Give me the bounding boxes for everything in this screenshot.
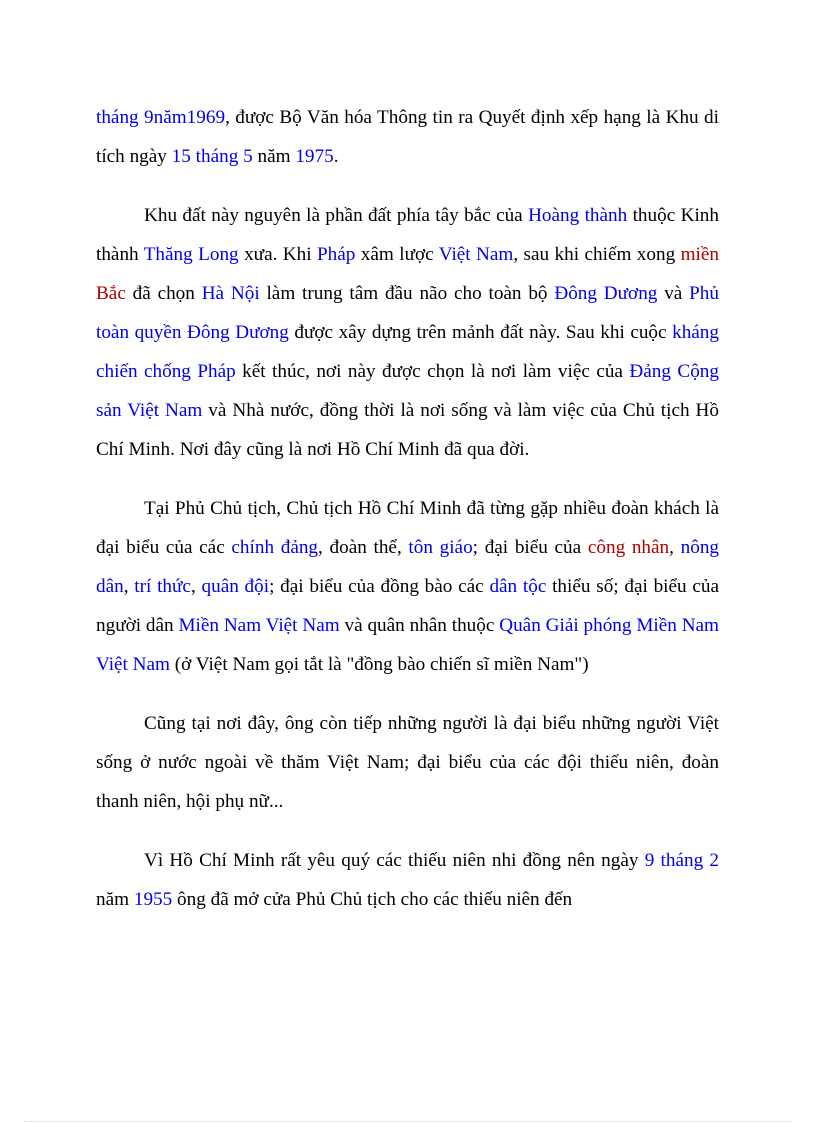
text-segment: thuộc Kinh thành xyxy=(96,205,719,265)
link-viet-nam[interactable]: Việt Nam xyxy=(438,244,514,265)
link-thang-long[interactable]: Thăng Long xyxy=(143,244,239,265)
text-segment: năm xyxy=(252,146,296,167)
link-15-thang-5[interactable]: 15 tháng 5 xyxy=(171,146,253,167)
link-tri-thuc[interactable]: trí thức xyxy=(134,576,191,597)
link-thang-9-nam-1969[interactable]: tháng 9năm1969 xyxy=(96,107,226,128)
document-page xyxy=(96,98,719,939)
paragraph-1 xyxy=(96,98,719,176)
text-segment: . xyxy=(333,146,339,167)
text-segment: và quân nhân thuộc xyxy=(339,615,500,636)
link-khang-chien-chong-phap[interactable]: kháng chiến chống Pháp xyxy=(96,322,719,382)
link-quan-doi[interactable]: quân đội xyxy=(201,576,270,597)
link-dang-cong-san-viet-nam[interactable]: Đảng Cộng sản Việt Nam xyxy=(96,361,719,421)
text-segment: làm trung tâm đầu não cho toàn bộ xyxy=(259,283,555,304)
paragraph-2 xyxy=(96,196,719,469)
text-segment: và xyxy=(657,283,690,304)
page-bottom-divider xyxy=(24,1121,792,1122)
paragraph-5 xyxy=(96,841,719,919)
link-mien-nam-viet-nam[interactable]: Miền Nam Việt Nam xyxy=(178,615,340,636)
text-segment: ; đại biểu của đồng bào các xyxy=(269,576,490,597)
text-segment: , sau khi chiếm xong xyxy=(513,244,681,265)
link-phu-toan-quyen-dong-duong[interactable]: Phủ toàn quyền Đông Dương xyxy=(96,283,719,343)
text-segment: Tại Phủ Chủ tịch, Chủ tịch Hồ Chí Minh đã từng gặp nhiều đoàn khách là đại biểu của các xyxy=(96,498,719,558)
text-segment: , xyxy=(669,537,681,558)
text-segment: và Nhà nước, đồng thời là nơi sống và làm việc của Chủ tịch Hồ Chí Minh. Nơi đây cũng là nơi Hồ Chí Minh đã qua đời. xyxy=(96,400,719,460)
text-segment: thiểu số; đại biểu của người dân xyxy=(96,576,719,636)
text-segment: Vì Hồ Chí Minh rất yêu quý các thiếu niên nhi đồng nên ngày xyxy=(144,850,645,871)
link-dong-duong[interactable]: Đông Dương xyxy=(554,283,658,304)
link-chinh-dang[interactable]: chính đảng xyxy=(231,537,319,558)
text-segment: xưa. Khi xyxy=(238,244,318,265)
link-phap[interactable]: Pháp xyxy=(317,244,356,265)
link-cong-nhan[interactable]: công nhân xyxy=(587,537,670,558)
text-segment: ông đã mở cửa Phủ Chủ tịch cho các thiếu niên đến xyxy=(172,889,573,910)
text-segment: kết thúc, nơi này được chọn là nơi làm việc của xyxy=(235,361,630,382)
text-segment: , xyxy=(190,576,202,597)
link-9-thang-2[interactable]: 9 tháng 2 xyxy=(644,850,719,871)
link-quan-giai-phong-mien-nam[interactable]: Quân Giải phóng Miền Nam Việt Nam xyxy=(96,615,719,675)
link-nong-dan[interactable]: nông dân xyxy=(96,537,719,597)
text-segment: , đoàn thể, xyxy=(318,537,409,558)
text-segment: đã chọn xyxy=(125,283,202,304)
text-segment: được xây dựng trên mảnh đất này. Sau khi cuộc xyxy=(288,322,673,343)
link-ha-noi[interactable]: Hà Nội xyxy=(201,283,260,304)
link-hoang-thanh[interactable]: Hoàng thành xyxy=(528,205,628,226)
paragraph-3 xyxy=(96,489,719,684)
text-segment: Cũng tại nơi đây, ông còn tiếp những người là đại biểu những người Việt sống ở nước ngoài về thăm Việt Nam; đại biểu của các đội thiếu niên, đoàn thanh niên, hội phụ nữ... xyxy=(96,713,719,812)
link-ton-giao[interactable]: tôn giáo xyxy=(408,537,473,558)
text-segment: năm xyxy=(96,889,134,910)
link-dan-toc[interactable]: dân tộc xyxy=(489,576,547,597)
text-segment: xâm lược xyxy=(355,244,439,265)
link-mien-bac[interactable]: miền Bắc xyxy=(96,244,719,304)
text-segment: , xyxy=(123,576,135,597)
text-segment: , được Bộ Văn hóa Thông tin ra Quyết định xếp hạng là Khu di tích ngày xyxy=(96,107,719,167)
text-segment: (ở Việt Nam gọi tắt là "đồng bào chiến sĩ miền Nam") xyxy=(169,654,589,675)
link-1975[interactable]: 1975 xyxy=(295,146,334,167)
paragraph-4 xyxy=(96,704,719,821)
link-1955[interactable]: 1955 xyxy=(133,889,173,910)
text-segment: Khu đất này nguyên là phần đất phía tây bắc của xyxy=(144,205,529,226)
text-segment: ; đại biểu của xyxy=(472,537,588,558)
